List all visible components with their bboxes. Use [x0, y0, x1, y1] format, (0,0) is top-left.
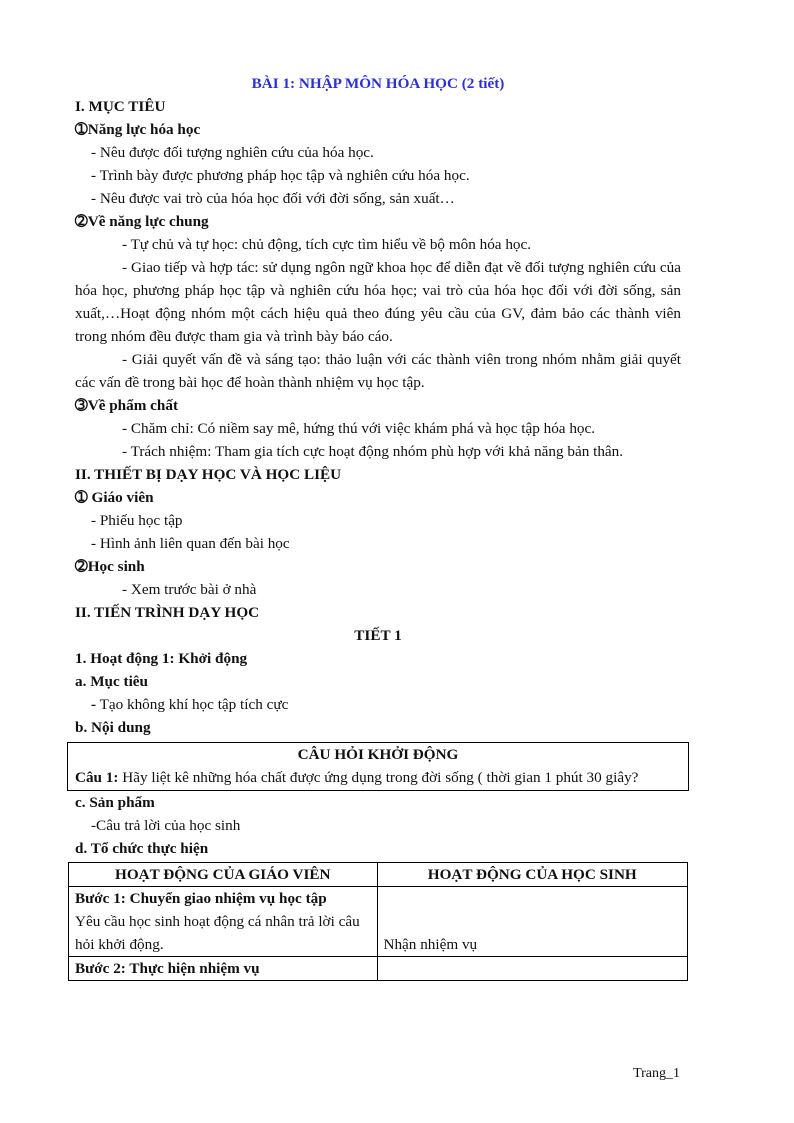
period-heading: TIẾT 1 — [354, 627, 402, 644]
step-text: Yêu cầu học sinh hoạt động cá nhân trả lời câu hỏi khởi động. — [75, 913, 360, 953]
question-text: Hãy liệt kê những hóa chất được ứng dụng trong đời sống ( thời gian 1 phút 30 giây? — [118, 769, 639, 786]
dash: - — [91, 696, 97, 713]
section-process: II. TIẾN TRÌNH DẠY HỌC — [75, 604, 260, 621]
list-item: - Giao tiếp và hợp tác: sử dụng ngôn ngữ khoa học để diễn đạt về đối tượng nghiên cứu của hóa học, phương pháp học tập và nghiên cứu hóa học; vai trò của hóa học đối với đời sống, sản xuất,…Hoạt động nhóm một cách hiệu quả theo đúng yêu cầu của GV, đảm bảo các thành viên trong nhóm đều được tham gia và trình bày báo cáo. — [75, 259, 681, 345]
step-title: Bước 1: Chuyển giao nhiệm vụ học tập — [75, 890, 327, 907]
table-cell — [377, 887, 688, 957]
question-label: Câu 1: — [75, 769, 119, 786]
table-cell — [69, 887, 378, 957]
table-row — [69, 957, 688, 981]
activity-table — [68, 862, 688, 981]
table-cell — [377, 957, 688, 981]
subsection-general-competence: ➁Về năng lực chung — [75, 213, 209, 230]
list-item: - Chăm chỉ: Có niềm say mê, hứng thú với việc khám phá và học tập hóa học. — [122, 420, 596, 437]
organization-heading: d. Tổ chức thực hiện — [75, 840, 209, 857]
box-heading: CÂU HỎI KHỞI ĐỘNG — [297, 746, 459, 763]
list-item: - Nêu được vai trò của hóa học đối với đời sống, sản xuất… — [91, 190, 455, 207]
question-1 — [75, 766, 681, 789]
subsection-student: ➁Học sinh — [75, 558, 145, 575]
table-header-teacher: HOẠT ĐỘNG CỦA GIÁO VIÊN — [69, 863, 378, 887]
table-row — [69, 863, 688, 887]
warmup-question-box — [67, 742, 689, 791]
list-item: - Hình ảnh liên quan đến bài học — [91, 535, 290, 552]
table-row — [69, 887, 688, 957]
list-item: - Tự chủ và tự học: chủ động, tích cực tìm hiểu về bộ môn hóa học. — [122, 236, 532, 253]
list-item — [75, 693, 681, 716]
lesson-title: BÀI 1: NHẬP MÔN HÓA HỌC (2 tiết) — [251, 75, 505, 92]
list-item: - Nêu được đối tượng nghiên cứu của hóa học. — [91, 144, 374, 161]
section-objectives: I. MỤC TIÊU — [75, 98, 166, 115]
list-item: - Trách nhiệm: Tham gia tích cực hoạt động nhóm phù hợp với khả năng bản thân. — [122, 443, 624, 460]
page-number: Trang_1 — [633, 1066, 680, 1081]
list-item: -Câu trả lời của học sinh — [91, 817, 241, 834]
objective-heading: a. Mục tiêu — [75, 673, 148, 690]
content-heading: b. Nội dung — [75, 719, 151, 736]
list-item: - Phiếu học tập — [91, 512, 183, 529]
step-title: Bước 2: Thực hiện nhiệm vụ — [75, 960, 260, 977]
subsection-teacher: ➀ Giáo viên — [75, 489, 154, 506]
list-item: - Trình bày được phương pháp học tập và nghiên cứu hóa học. — [91, 167, 470, 184]
item-text: Tạo không khí học tập tích cực — [96, 696, 289, 713]
subsection-qualities: ➂Về phẩm chất — [75, 397, 179, 414]
activity-heading: 1. Hoạt động 1: Khởi động — [75, 650, 248, 667]
student-action: Nhận nhiệm vụ — [383, 936, 478, 953]
document-page — [75, 72, 681, 981]
list-item: - Giải quyết vấn đề và sáng tạo: thảo luận với các thành viên trong nhóm nhằm giải quyết các vấn đề trong bài học để hoàn thành nhiệm vụ học tập. — [75, 351, 681, 391]
list-item: - Xem trước bài ở nhà — [122, 581, 257, 598]
product-heading: c. Sản phẩm — [75, 794, 155, 811]
table-header-student: HOẠT ĐỘNG CỦA HỌC SINH — [377, 863, 688, 887]
table-cell — [69, 957, 378, 981]
section-equipment: II. THIẾT BỊ DẠY HỌC VÀ HỌC LIỆU — [75, 466, 342, 483]
subsection-chem-competence: ➀Năng lực hóa học — [75, 121, 201, 138]
